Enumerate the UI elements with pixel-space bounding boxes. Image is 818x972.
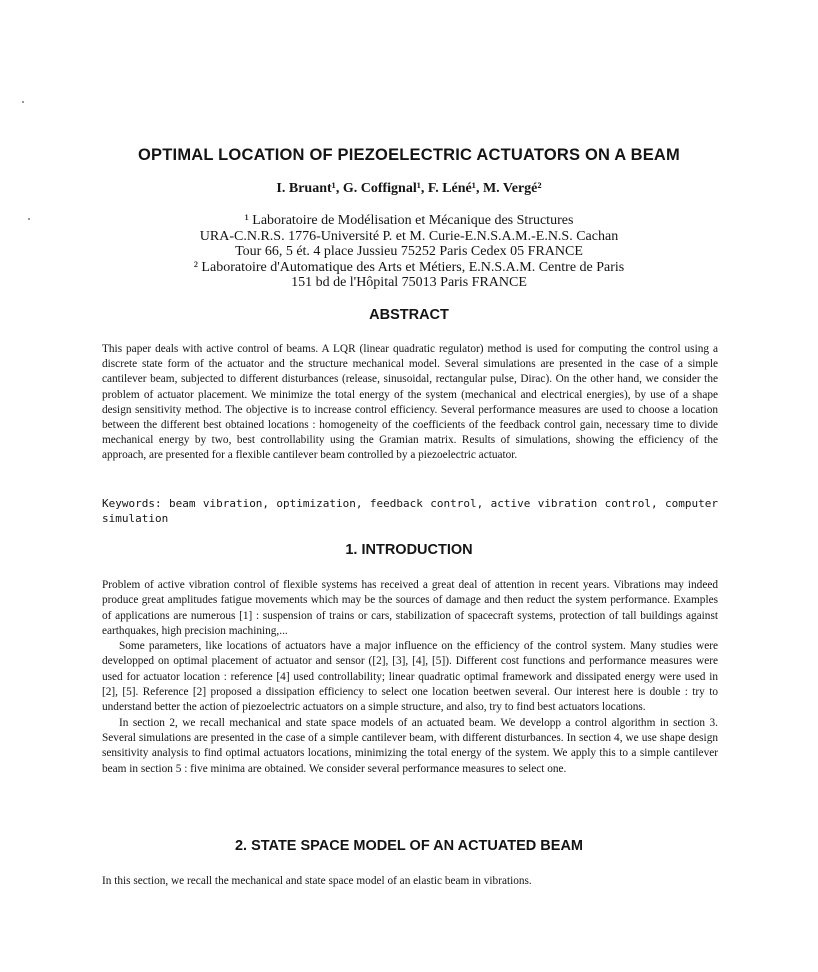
section-heading-introduction: 1. INTRODUCTION xyxy=(345,542,473,558)
affiliations xyxy=(0,213,818,291)
keywords: Keywords: beam vibration, optimization, feedback control, active vibration control, computer simulation xyxy=(102,497,718,525)
paragraph: In section 2, we recall mechanical and state space models of an actuated beam. We developp a control algorithm in section 3. Several simulations are presented in the case of a simple cantilever beam, with different disturbances. In section 4, we use shape design sensitivity analysis to find optimal actuators locations, minimizing the total energy of the system. We apply this to a simple cantilever beam in section 5 : five minima are obtained. We consider several performance measures to select one. xyxy=(102,716,718,775)
affiliation-line: Tour 66, 5 ét. 4 place Jussieu 75252 Paris Cedex 05 FRANCE xyxy=(235,244,583,260)
abstract-heading: ABSTRACT xyxy=(369,307,449,323)
introduction-body xyxy=(102,578,718,777)
paragraph: Problem of active vibration control of flexible systems has received a great deal of attention in recent years. Vibrations may indeed produce great amplitudes fatigue movements which may be the sources of damage and then reduct the system performance. Examples of applications are numerous [1] : suspension of trains or cars, stabilization of spacecraft systems, protection of tall buildings against earthquakes, high precision machining,... xyxy=(102,579,718,637)
scan-speck xyxy=(22,101,24,103)
affiliation-line: ¹ Laboratoire de Modélisation et Mécanique des Structures xyxy=(244,213,574,228)
affiliation-line: ² Laboratoire d'Automatique des Arts et Métiers, E.N.S.A.M. Centre de Paris xyxy=(193,259,625,275)
paragraph: Some parameters, like locations of actuators have a major influence on the efficiency of the control system. Many studies were developped on optimal placement of actuator and sensor ([2], [3], [4], [5]). Different cost functions and performance measures were used for actuator location : reference [4] used controllability; linear quadratic optimal framework and dissipated energy were used in [2], [5]. Reference [2] proposed a dissipation efficiency to select one location beetwen several. Our interest here is double : try to understand better the action of piezoelectric actuators on a simple structure, and also, try to find best actuators locations. xyxy=(102,640,718,714)
paper-title: OPTIMAL LOCATION OF PIEZOELECTRIC ACTUATORS ON A BEAM xyxy=(138,146,680,164)
affiliation-line: 151 bd de l'Hôpital 75013 Paris FRANCE xyxy=(291,275,527,291)
section-2-text: In this section, we recall the mechanical and state space model of an elastic beam in vibrations. xyxy=(102,875,532,887)
author-list: I. Bruant¹, G. Coffignal¹, F. Léné¹, M. Vergé² xyxy=(276,181,542,196)
abstract-text: This paper deals with active control of beams. A LQR (linear quadratic regulator) method is used for computing the control using a discrete state form of the actuator and the structure mechanical model. Several simulations are presented in the case of a simple cantilever beam, subjected to different disturbances (release, sinusoidal, rectangular pulse, Dirac). On the other hand, we consider the problem of actuator placement. We minimize the total energy of the system (mechanical and electrical energies), by use of a shape design sensitivity method. The objective is to increase control efficiency. Several performance measures are used to choose a location between the different best obtained locations : homogeneity of the coefficients of the feedback control gain, necessary time to divide mechanical energy by two, best controllability using the Gramian matrix. Results of simulations, showing the efficiency of the approach, are presented for a flexible cantilever beam controlled by a piezoelectric actuator. xyxy=(102,343,718,462)
affiliation-line: URA-C.N.R.S. 1776-Université P. et M. Curie-E.N.S.A.M.-E.N.S. Cachan xyxy=(199,228,619,244)
section-heading-state-space-model: 2. STATE SPACE MODEL OF AN ACTUATED BEAM xyxy=(234,838,583,854)
